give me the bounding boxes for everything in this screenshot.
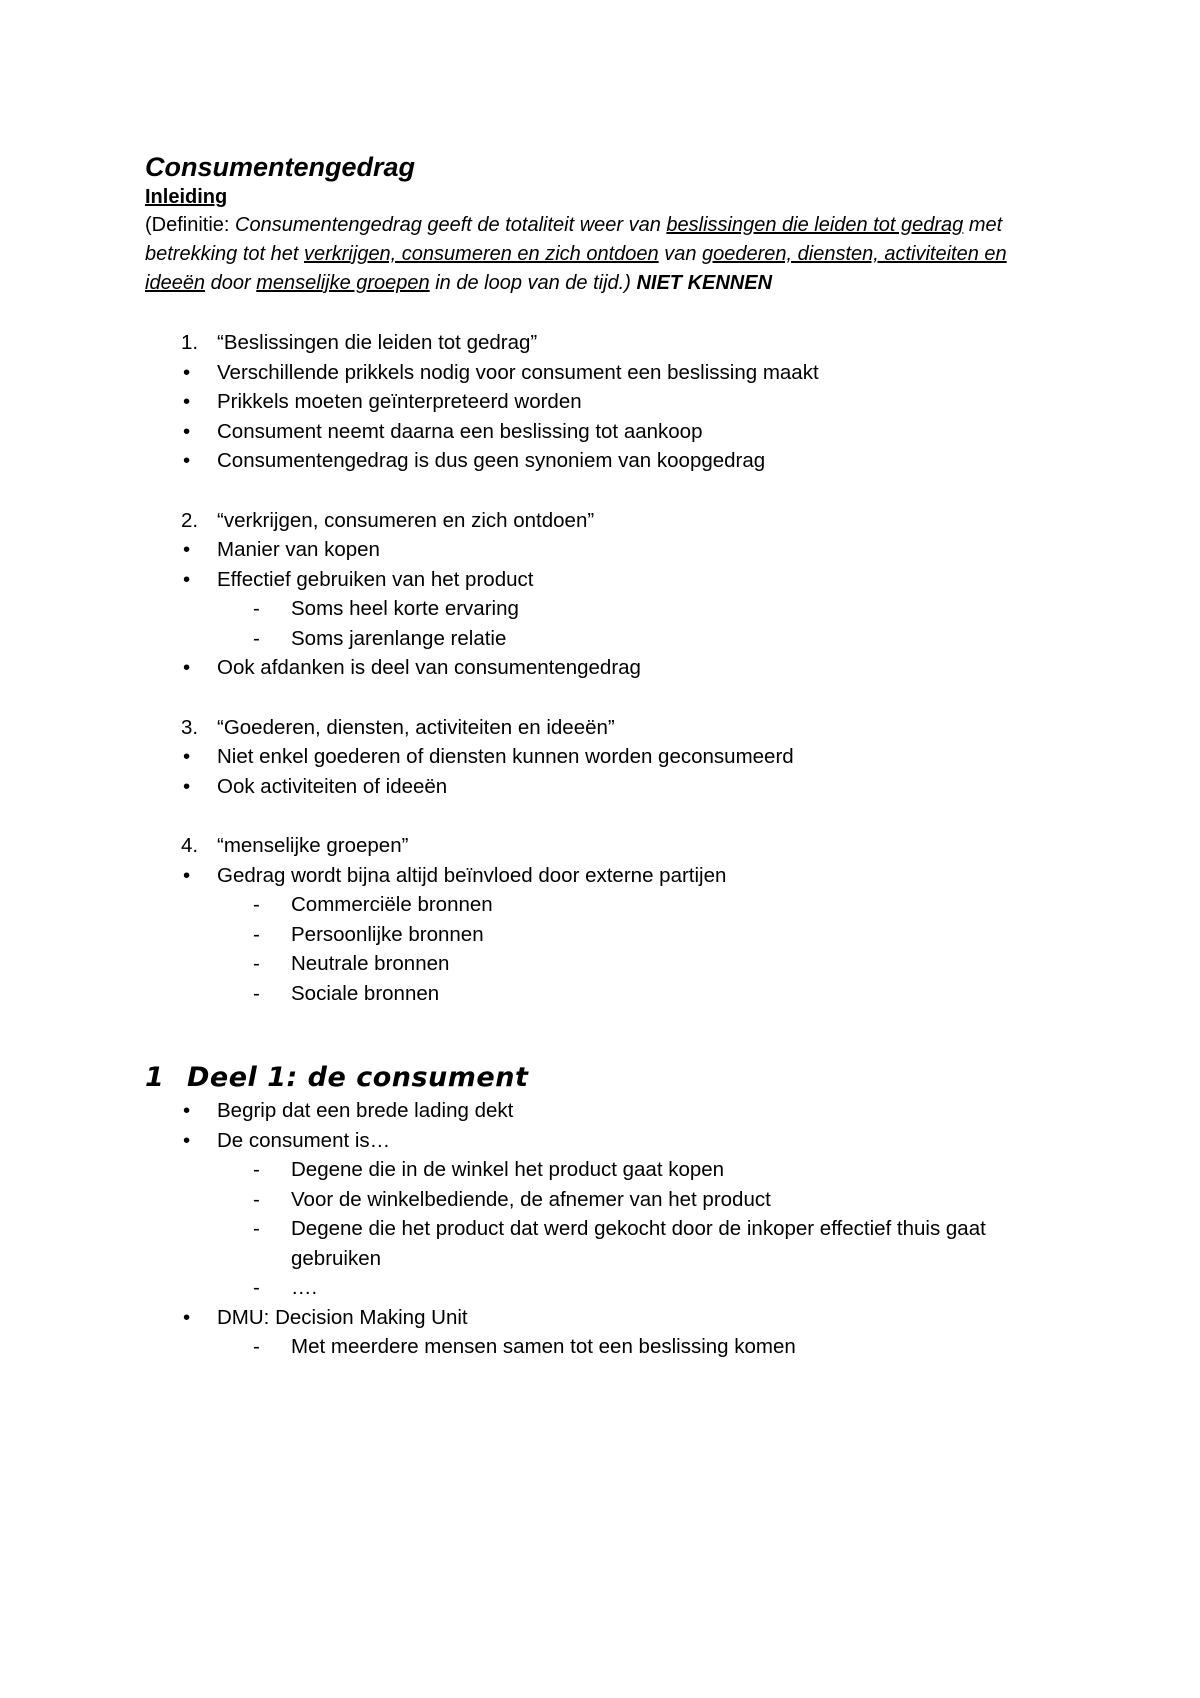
list-item-text: Verschillende prikkels nodig voor consument een beslissing maakt (217, 360, 819, 384)
sub-list-item (145, 920, 1065, 950)
part-1-list (145, 1096, 1065, 1362)
bullet-icon: • (183, 567, 191, 591)
dash-icon: - (253, 1335, 260, 1358)
numbered-item (145, 831, 1065, 861)
definition-prefix: (Definitie: (145, 214, 236, 236)
dash-icon: - (253, 626, 260, 650)
item-title: “Beslissingen die leiden tot gedrag” (217, 331, 538, 354)
item-title: “menselijke groepen” (217, 834, 409, 857)
list-item (145, 535, 1065, 565)
list-item (145, 417, 1065, 447)
dash-icon: - (253, 952, 260, 975)
bullet-icon: • (183, 863, 191, 887)
section-4 (145, 831, 1065, 1008)
sub-list-item (145, 594, 1065, 624)
definition-text-4: door (205, 272, 257, 294)
sub-list-item (145, 949, 1065, 979)
list-item-text: De consument is… (217, 1128, 391, 1152)
bullet-icon: • (183, 538, 191, 561)
heading-number: 1 (145, 1062, 165, 1093)
list-item (145, 387, 1065, 417)
list-item (145, 1126, 1065, 1156)
list-item (145, 861, 1065, 891)
list-item (145, 742, 1065, 772)
sub-list-item-text: Commerciële bronnen (291, 893, 493, 916)
sub-list-item-text: …. (291, 1276, 318, 1299)
subheading-inleiding: Inleiding (145, 186, 228, 208)
list-item-text: DMU: Decision Making Unit (217, 1305, 468, 1329)
sub-list-item (145, 979, 1065, 1009)
sub-list-item (145, 1185, 1065, 1215)
bullet-icon: • (183, 390, 191, 413)
definition-underline-1: beslissingen die leiden tot gedrag (666, 214, 964, 236)
definition-text-3: van (658, 243, 702, 265)
item-number: 2. (181, 508, 199, 532)
list-item-text: Prikkels moeten geïnterpreteerd worden (217, 390, 582, 413)
sub-list-item-text: Soms heel korte ervaring (291, 597, 519, 620)
sub-list-item (145, 1332, 1065, 1362)
bullet-icon: • (183, 449, 191, 472)
item-number: 3. (181, 715, 199, 739)
list-item (145, 772, 1065, 802)
bullet-icon: • (183, 1099, 191, 1122)
list-item-text: Manier van kopen (217, 538, 380, 561)
dash-icon: - (253, 893, 260, 916)
list-item-text: Effectief gebruiken van het product (217, 567, 534, 591)
list-item (145, 565, 1065, 595)
list-item (145, 446, 1065, 476)
dash-icon: - (253, 981, 260, 1005)
list-item-text: Consumentengedrag is dus geen synoniem van koopgedrag (217, 449, 766, 472)
list-item-text: Gedrag wordt bijna altijd beïnvloed door externe partijen (217, 863, 727, 887)
dash-icon: - (253, 1217, 260, 1240)
sub-list-item-text: Sociale bronnen (291, 981, 440, 1005)
bullet-icon: • (183, 419, 191, 443)
sub-list-item (145, 624, 1065, 654)
bullet-icon: • (183, 774, 191, 798)
bullet-icon: • (183, 360, 191, 384)
numbered-item (145, 328, 1065, 358)
definition-suffix: NIET KENNEN (630, 272, 773, 294)
definition-underline-2: verkrijgen, consumeren en zich ontdoen (303, 243, 659, 265)
list-item-text: Ook activiteiten of ideeën (217, 774, 448, 798)
sub-list-item (145, 1273, 1065, 1303)
item-number: 4. (181, 834, 199, 857)
definition-underline-3: goederen, diensten, activiteiten en ideeën (145, 243, 1007, 294)
dash-icon: - (253, 1187, 260, 1211)
dash-icon: - (253, 1158, 260, 1181)
definition-paragraph (145, 211, 1065, 298)
bullet-icon: • (183, 656, 191, 679)
list-item (145, 653, 1065, 683)
document-body (145, 150, 1065, 1362)
dash-icon: - (253, 922, 260, 946)
definition-text-1: Consumentengedrag geeft de totaliteit weer van (235, 214, 667, 236)
list-item-text: Ook afdanken is deel van consumentengedrag (217, 656, 641, 679)
dash-icon: - (253, 597, 260, 620)
definition-text-2: met betrekking tot het (145, 214, 1003, 265)
sub-list-item (145, 890, 1065, 920)
section-1 (145, 328, 1065, 476)
sub-list-item (145, 1214, 1065, 1273)
definition-text-5: in de loop van de tijd.) (429, 272, 631, 294)
item-number: 1. (181, 331, 199, 354)
section-3 (145, 713, 1065, 802)
list-item (145, 1303, 1065, 1333)
heading-deel-1 (145, 1060, 1065, 1096)
numbered-item (145, 506, 1065, 536)
bullet-icon: • (183, 1305, 191, 1329)
sub-list-item-text: Degene die in de winkel het product gaat kopen (291, 1158, 725, 1181)
bullet-icon: • (183, 745, 191, 768)
list-item (145, 358, 1065, 388)
bullet-icon: • (183, 1128, 191, 1152)
item-title: “Goederen, diensten, activiteiten en ideeën” (217, 715, 615, 739)
definition-underline-4: menselijke groepen (256, 272, 430, 294)
sub-list-item-text: Soms jarenlange relatie (291, 626, 507, 650)
list-item (145, 1096, 1065, 1126)
list-item-text: Begrip dat een brede lading dekt (217, 1099, 514, 1122)
document-title: Consumentengedrag (145, 152, 416, 182)
sub-list-item-text: Degene die het product dat werd gekocht door de inkoper effectief thuis gaat gebruiken (291, 1217, 986, 1270)
dash-icon: - (253, 1276, 260, 1299)
sub-list-item-text: Met meerdere mensen samen tot een beslissing komen (291, 1335, 796, 1358)
sub-list-item (145, 1155, 1065, 1185)
sub-list-item-text: Neutrale bronnen (291, 952, 450, 975)
list-item-text: Consument neemt daarna een beslissing tot aankoop (217, 419, 703, 443)
list-item-text: Niet enkel goederen of diensten kunnen worden geconsumeerd (217, 745, 794, 768)
item-title: “verkrijgen, consumeren en zich ontdoen” (217, 508, 595, 532)
sub-list-item-text: Voor de winkelbediende, de afnemer van het product (291, 1187, 771, 1211)
sub-list-item-text: Persoonlijke bronnen (291, 922, 484, 946)
heading-title: Deel 1: de consument (187, 1062, 529, 1093)
numbered-item (145, 713, 1065, 743)
section-2 (145, 506, 1065, 683)
